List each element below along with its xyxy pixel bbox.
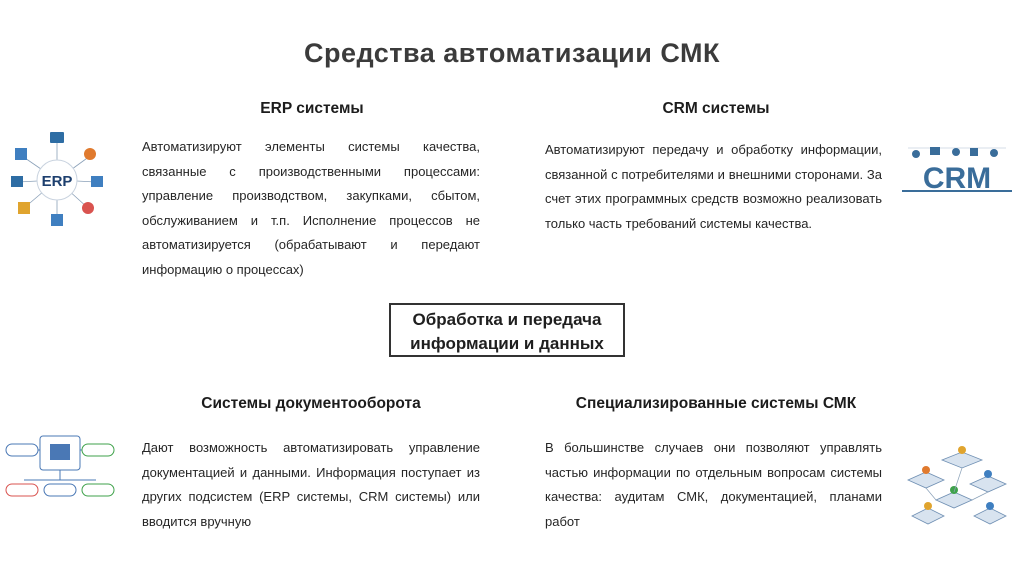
docs-text: Дают возможность автоматизировать управление документацией и данными. Информация поступает из других подсистем (ERP системы, CRM системы) или вводится вручную (142, 440, 480, 529)
erp-logo-text: ERP (41, 173, 73, 190)
center-box (389, 303, 625, 357)
page-title: Средства автоматизации СМК (304, 38, 720, 68)
center-line-1: Обработка и передача (412, 310, 602, 329)
center-line-2: информации и данных (410, 334, 604, 353)
document-flow-diagram-icon (4, 432, 116, 506)
qms-text: В большинстве случаев они позволяют управлять частью информации по отдельным вопросам системы качества: аудитам СМК, документацией, планами работ (545, 440, 882, 529)
crm-text: Автоматизируют передачу и обработку информации, связанной с потребителями и внешними сторонами. За счет этих программных средств возможно реализовать только часть требований системы качества. (545, 142, 882, 231)
erp-heading: ERP системы (260, 100, 364, 117)
qms-roles-diagram-icon (900, 428, 1018, 532)
crm-illustration-icon (898, 138, 1016, 198)
qms-heading: Специализированные системы СМК (575, 395, 857, 412)
crm-logo-text: CRM (922, 162, 992, 195)
erp-text: Автоматизируют элементы системы качества, связанные с производственными процессами: управление производством, закупками, сбытом, обслуживанием и т.п. Исполнение процессов не автоматизируется (обрабатывают и передают информацию о процессах) (142, 139, 480, 277)
docs-heading: Системы документооборота (201, 395, 421, 412)
erp-diagram-icon (8, 128, 106, 232)
crm-heading: CRM системы (662, 100, 770, 117)
